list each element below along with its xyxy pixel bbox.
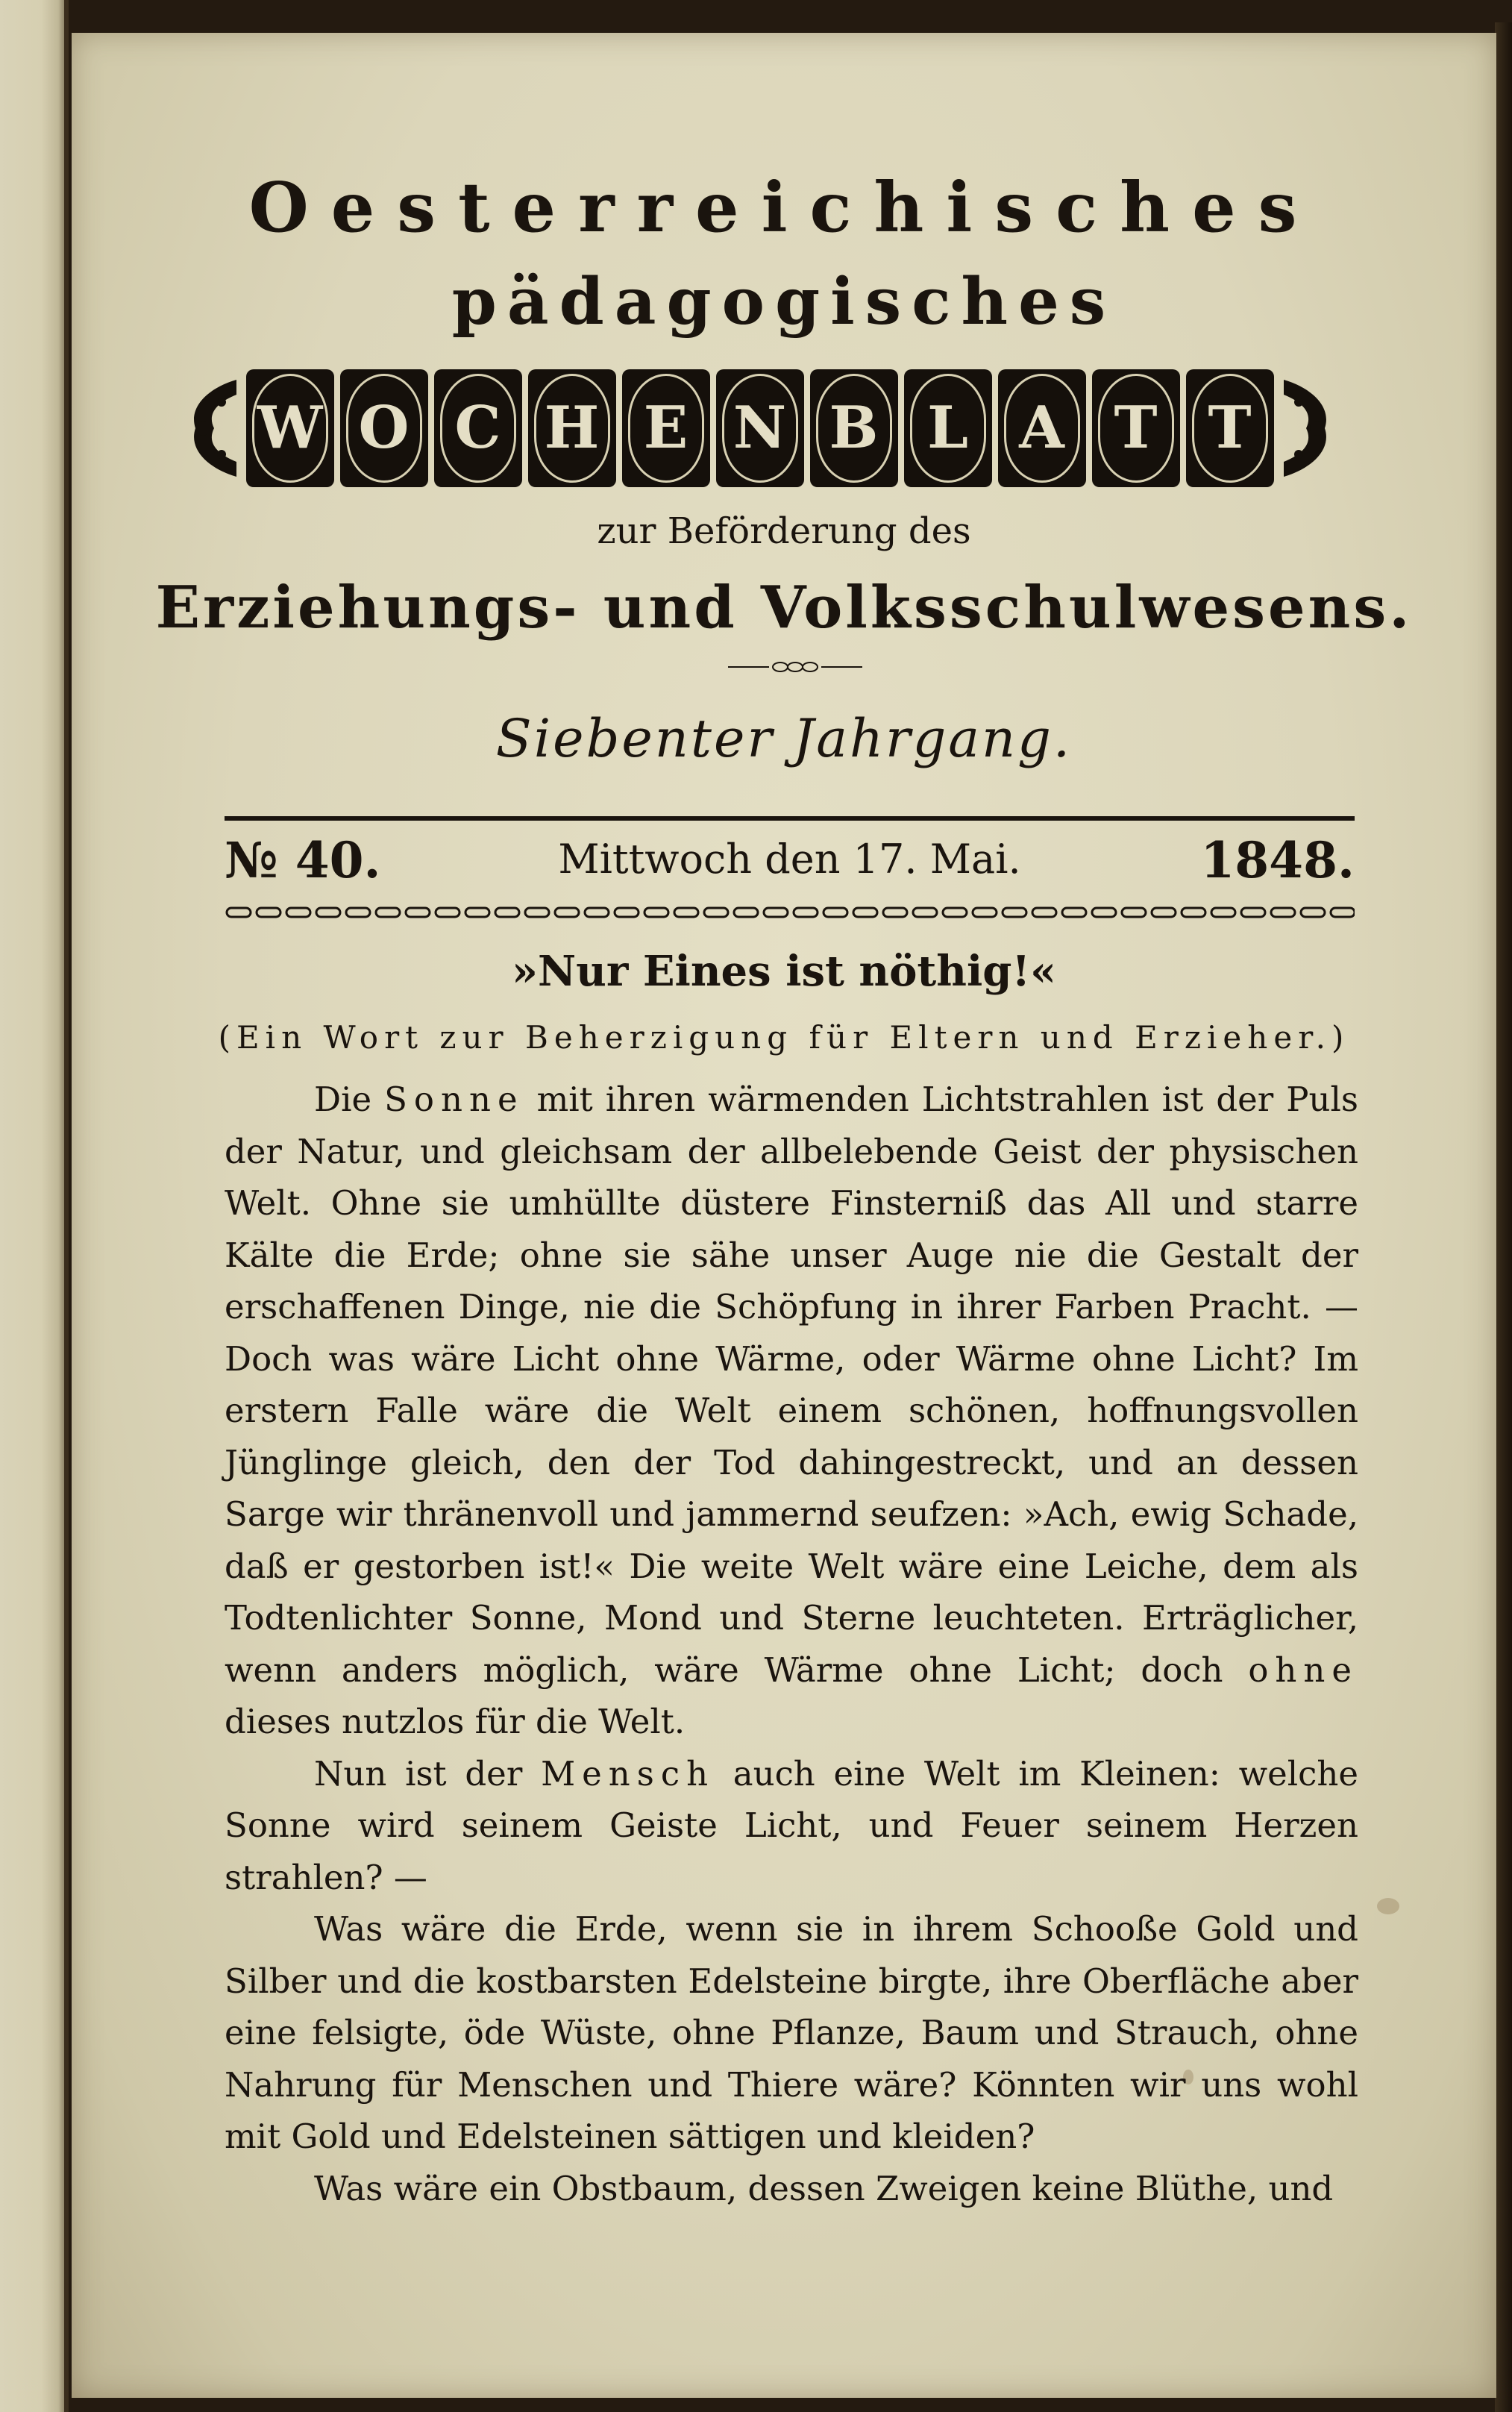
banner-letter-tile <box>340 369 428 487</box>
banner-letter: T <box>1114 394 1158 462</box>
masthead-subtitle-line2: Erziehungs- und Volksschulwesens. <box>155 574 1413 642</box>
banner-letter: L <box>927 394 968 462</box>
chain-rule <box>225 904 1355 921</box>
volume-label: Siebenter Jahrgang. <box>495 708 1073 769</box>
banner-letter: H <box>544 394 600 462</box>
banner-letter: N <box>733 394 787 462</box>
banner-letter-tile <box>810 369 898 487</box>
paper-stain <box>1377 1898 1399 1914</box>
article-subtitle: (Ein Wort zur Beherzigung für Eltern und Erzieher.) <box>218 1019 1350 1056</box>
masthead-title-line1: Oesterreichisches <box>248 167 1320 248</box>
journal-page <box>72 33 1496 2398</box>
right-page-edge <box>1495 22 1512 2412</box>
emphasis-text: Mensch <box>541 1753 715 1794</box>
paragraph <box>225 1074 1358 1748</box>
banner-letter-tile <box>998 369 1086 487</box>
masthead-banner <box>154 365 1366 492</box>
banner-ornament-right <box>1280 372 1340 484</box>
issue-row <box>225 831 1355 898</box>
article-body <box>225 1074 1358 2214</box>
banner-letter-tile <box>622 369 710 487</box>
banner-letter: T <box>1208 394 1252 462</box>
banner-ornament-left <box>181 372 240 484</box>
header-rule <box>225 816 1355 821</box>
banner-letter: A <box>1019 394 1064 462</box>
masthead-subtitle-line1: zur Beförderung des <box>597 510 971 552</box>
banner-letter: C <box>454 394 501 462</box>
banner-letter: W <box>257 394 323 462</box>
banner-letter: B <box>829 394 879 462</box>
banner-letter-tile <box>528 369 616 487</box>
banner-letter: O <box>358 394 410 462</box>
issue-date: Mittwoch den 17. Mai. <box>558 836 1021 883</box>
paragraph: Was wäre ein Obstbaum, dessen Zweigen keine Blüthe, und <box>314 2168 1334 2208</box>
paragraph: Was wäre die Erde, wenn sie in ihrem Schooße Gold und Silber und die kostbarsten Edelsteine birgte, ihre Oberfläche aber eine felsigte, öde Wüste, ohne Pflanze, Baum und Strauch, ohne Nahrung für Menschen und Thiere wäre? Könnten wir uns wohl mit Gold und Edelsteinen sättigen und kleiden? <box>225 1909 1358 2156</box>
banner-letter-tile <box>246 369 334 487</box>
paragraph <box>225 1748 1358 1904</box>
text-run: Nun ist der <box>314 1753 542 1794</box>
text-run: Die <box>314 1080 385 1119</box>
text-run: dieses nutzlos für die Welt. <box>225 1702 686 1741</box>
text-run: auch eine Welt im Kleinen: welche Sonne wird seinem Geiste Licht, und Feuer seinem Herzen strahlen? — <box>225 1753 1358 1897</box>
issue-year: 1848. <box>1200 831 1355 889</box>
emphasis-text: ohne <box>1248 1650 1358 1690</box>
banner-letter-tile <box>434 369 522 487</box>
text-run: mit ihren wärmenden Lichtstrahlen ist der Puls der Natur, und gleichsam der allbelebende Geist der physischen Welt. Ohne sie umhüllte düstere Finsterniß das All und starre Kälte die Erde; ohne sie sähe unser Auge nie die Gestalt der erschaffenen Dinge, nie die Schöpfung in ihrer Farben Pracht. — Doch was wäre Licht ohne Wärme, oder Wärme ohne Licht? Im erstern Falle wäre die Welt einem schönen, hoffnungsvollen Jünglinge gleich, den der Tod dahingestreckt, und an dessen Sarge wir thränenvoll und jammernd seufzen: »Ach, ewig Schade, daß er gestorben ist!« Die weite Welt wäre eine Leiche, dem als Todtenlichter Sonne, Mond und Sterne leuchteten. Erträglicher, wenn anders möglich, wäre Wärme ohne Licht; doch <box>225 1080 1358 1690</box>
banner-letter-tile <box>904 369 992 487</box>
left-page-edge <box>0 0 69 2412</box>
banner-letter-tile <box>1186 369 1274 487</box>
emphasis-text: Sonne <box>384 1080 524 1119</box>
banner-letter-tile <box>1092 369 1180 487</box>
divider-ornament <box>728 660 862 674</box>
banner-letter: E <box>643 394 688 462</box>
banner-letter-tile <box>716 369 804 487</box>
article-title: »Nur Eines ist nöthig!« <box>511 947 1057 996</box>
masthead-title-line2: pädagogisches <box>451 264 1117 339</box>
issue-number: № 40. <box>225 831 381 889</box>
